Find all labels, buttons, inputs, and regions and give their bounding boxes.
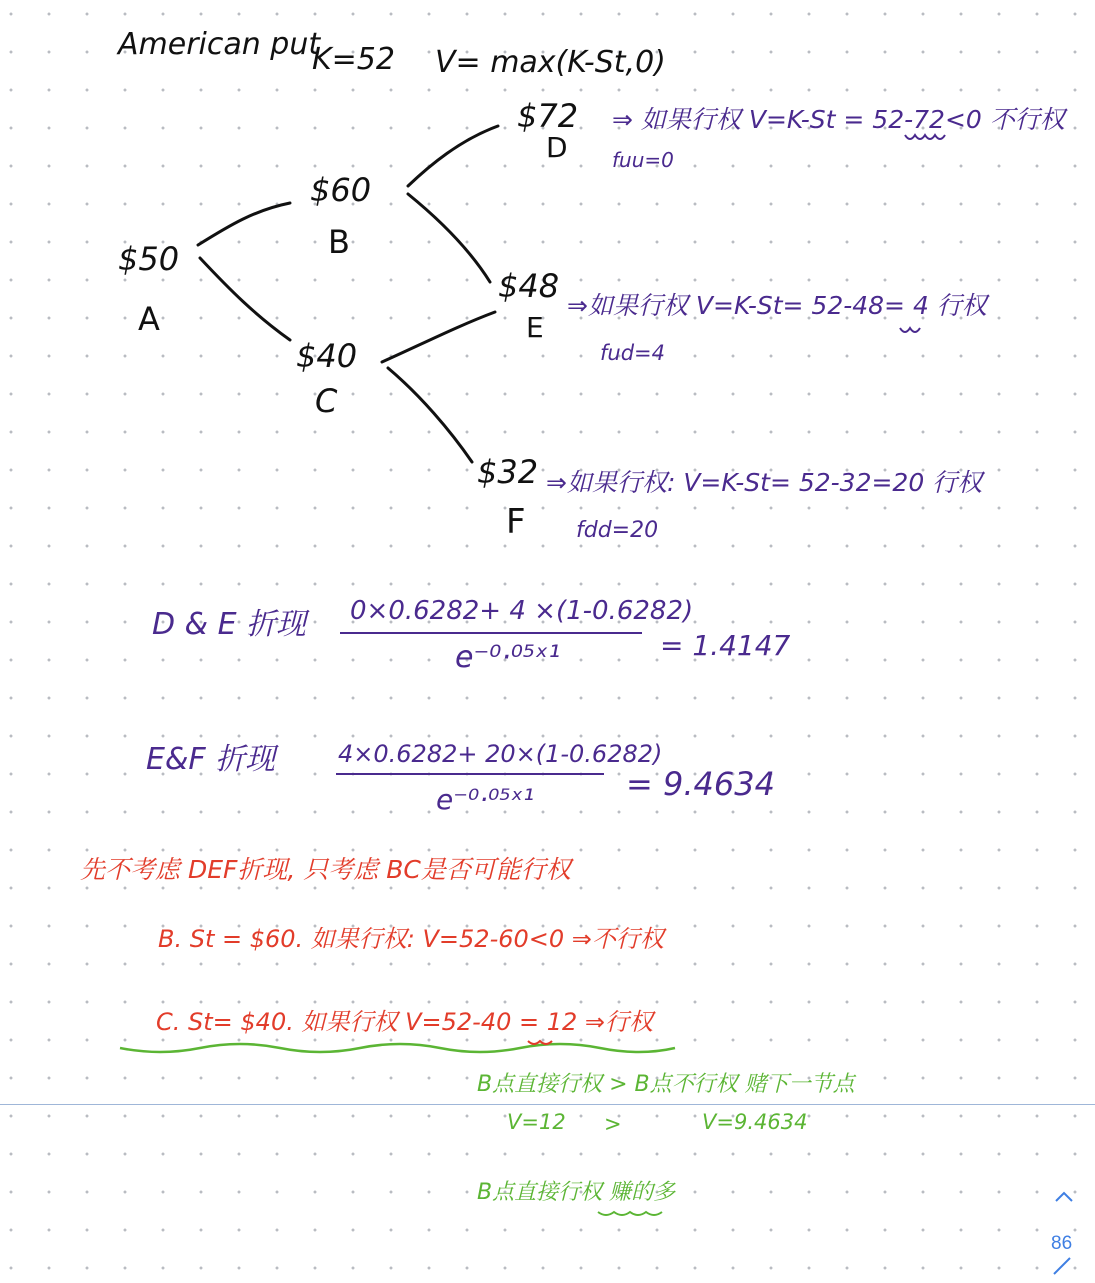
red-note-b: B. St = $60. 如果行权: V=52-60<0 ⇒不行权 [158,925,664,953]
node-b-label: B [328,223,350,261]
squiggle-under-d [905,135,945,139]
node-b-price: $60 [310,171,372,209]
slash-icon [1050,1254,1074,1278]
node-a-price: $50 [118,240,180,278]
discount-ef-label: E&F 折现 [146,742,276,777]
squiggle-under-12 [528,1041,552,1044]
header-title: American put [118,27,321,62]
discount-de-label: D & E 折现 [152,607,307,642]
page-up-button[interactable] [1052,1186,1076,1206]
green-note-compare: B点直接行权 > B点不行权 赌下一节点 [477,1072,855,1097]
note-d-f: fuu=0 [612,148,674,172]
discount-ef-fraction-bar [336,773,604,775]
node-e-price: $48 [498,267,560,305]
node-d-label: D [546,131,568,164]
discount-de-result: = 1.4147 [660,629,791,662]
node-c-price: $40 [296,337,358,375]
chevron-up-icon [1052,1186,1076,1206]
branch-a-b [198,203,290,245]
branch-c-f [388,368,472,462]
squiggle-under-c-line [120,1044,675,1052]
header-payoff: V= max(K-St,0) [435,45,666,80]
node-a-label: A [138,300,160,338]
discount-de-numerator: 0×0.6282+ 4 ×(1-0.6282) [350,596,694,626]
node-d-price: $72 [517,97,579,135]
note-e-f: fud=4 [600,341,665,365]
branch-c-e [382,312,495,362]
node-e-label: E [526,311,544,344]
squiggle-under-conclusion [598,1212,662,1215]
green-note-v-left: V=12 [507,1110,566,1134]
note-f: ⇒如果行权: V=K-St= 52-32=20 行权 [546,468,983,497]
discount-ef-result: = 9.4634 [626,765,775,803]
page-number: 86 [1051,1233,1073,1254]
node-c-label: C [315,382,338,420]
red-note-intro: 先不考虑 DEF折现, 只考虑 BC是否可能行权 [80,855,571,884]
note-d: ⇒ 如果行权 V=K-St = 52-72<0 不行权 [612,105,1065,134]
squiggle-under-e [900,328,920,332]
branch-b-d [408,126,498,186]
node-f-price: $32 [477,453,539,491]
green-note-conclusion: B点直接行权 赚的多 [477,1180,676,1205]
discount-de-fraction-bar [340,632,642,634]
note-f-f: fdd=20 [576,518,659,543]
discount-de-denominator: e⁻⁰·⁰⁵ˣ¹ [455,640,561,675]
branch-a-c [200,258,290,340]
header-strike: K=52 [312,42,395,77]
red-note-c: C. St= $40. 如果行权 V=52-40 = 12 ⇒行权 [156,1008,654,1036]
green-note-gt: > [604,1112,622,1136]
node-f-label: F [506,502,526,542]
discount-ef-denominator: e⁻⁰·⁰⁵ˣ¹ [436,783,535,816]
green-note-v-right: V=9.4634 [702,1110,808,1134]
page-total-divider [1050,1254,1074,1278]
note-e: ⇒如果行权 V=K-St= 52-48= 4 行权 [567,291,987,320]
page-separator [0,1104,1095,1105]
branch-b-e [408,194,490,282]
discount-ef-numerator: 4×0.6282+ 20×(1-0.6282) [338,740,663,768]
